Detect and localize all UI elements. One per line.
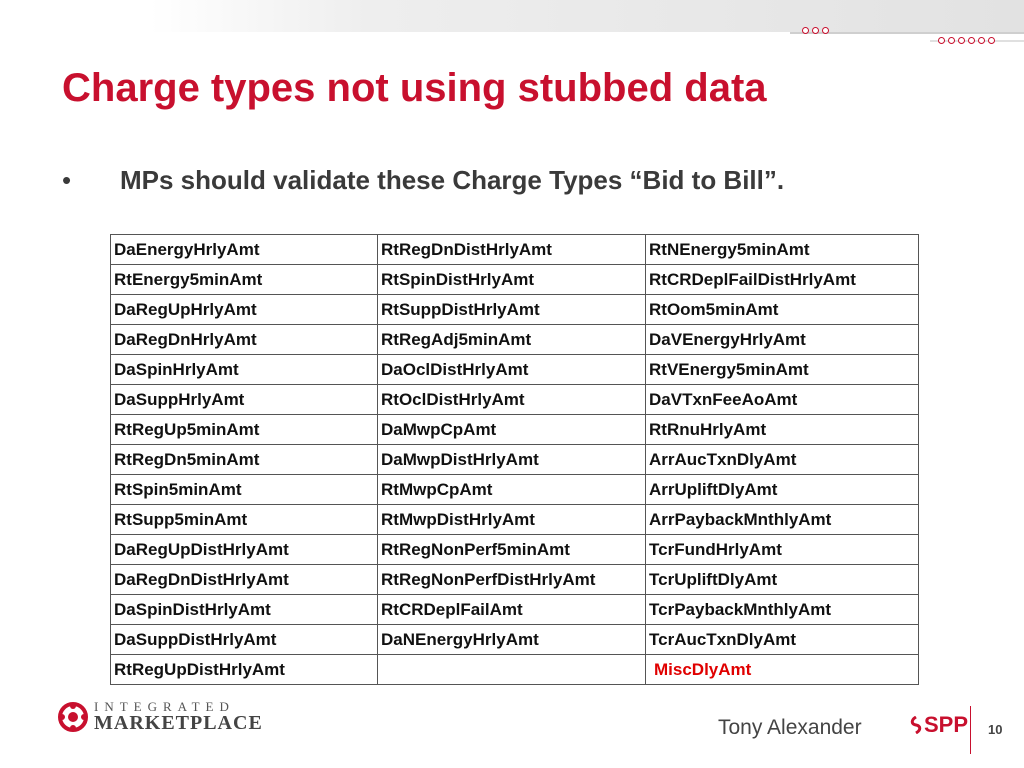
slide-title: Charge types not using stubbed data — [62, 66, 767, 110]
spp-logo — [908, 712, 968, 738]
table-row — [111, 565, 919, 595]
table-cell: RtSuppDistHrlyAmt — [378, 295, 646, 325]
table-cell: ArrPaybackMnthlyAmt — [646, 505, 919, 535]
table-row — [111, 595, 919, 625]
table-cell: RtMwpCpAmt — [378, 475, 646, 505]
table-cell: DaRegDnHrlyAmt — [111, 325, 378, 355]
table-cell: ArrAucTxnDlyAmt — [646, 445, 919, 475]
table-cell: DaMwpDistHrlyAmt — [378, 445, 646, 475]
table-cell: RtOom5minAmt — [646, 295, 919, 325]
table-cell: DaRegUpDistHrlyAmt — [111, 535, 378, 565]
logo-text-bottom: MARKETPLACE — [94, 712, 263, 734]
table-cell: DaSuppHrlyAmt — [111, 385, 378, 415]
table-row — [111, 475, 919, 505]
bullet-icon: • — [62, 165, 72, 195]
bullet-text: MPs should validate these Charge Types “Bid to Bill”. — [120, 165, 785, 195]
table-cell: DaNEnergyHrlyAmt — [378, 625, 646, 655]
table-row — [111, 355, 919, 385]
table-row — [111, 265, 919, 295]
decorative-dots-icon — [802, 27, 829, 34]
table-cell: DaOclDistHrlyAmt — [378, 355, 646, 385]
table-cell: DaVTxnFeeAoAmt — [646, 385, 919, 415]
table-row — [111, 505, 919, 535]
table-cell: RtSupp5minAmt — [111, 505, 378, 535]
table-row — [111, 325, 919, 355]
table-cell: ArrUpliftDlyAmt — [646, 475, 919, 505]
table-cell: RtRegDnDistHrlyAmt — [378, 235, 646, 265]
table-cell: RtRegUpDistHrlyAmt — [111, 655, 378, 685]
table-cell: TcrFundHrlyAmt — [646, 535, 919, 565]
table-cell: RtRegNonPerfDistHrlyAmt — [378, 565, 646, 595]
logo-text-top: INTEGRATED — [94, 699, 235, 714]
table-row — [111, 535, 919, 565]
integrated-marketplace-logo — [58, 700, 263, 733]
table-row — [111, 385, 919, 415]
presenter-name: Tony Alexander — [718, 716, 862, 739]
table-cell: RtCRDeplFailAmt — [378, 595, 646, 625]
table-cell: RtRegNonPerf5minAmt — [378, 535, 646, 565]
footer-divider — [970, 706, 971, 754]
table-row — [111, 445, 919, 475]
spp-logo-icon — [908, 716, 924, 734]
decorative-dots-icon — [938, 37, 995, 44]
table-row — [111, 415, 919, 445]
table-cell: TcrUpliftDlyAmt — [646, 565, 919, 595]
table-cell: RtRegUp5minAmt — [111, 415, 378, 445]
table-cell: DaSpinHrlyAmt — [111, 355, 378, 385]
table-row — [111, 625, 919, 655]
table-cell: RtVEnergy5minAmt — [646, 355, 919, 385]
table-row — [111, 655, 919, 685]
table-cell: RtRnuHrlyAmt — [646, 415, 919, 445]
table-cell: RtSpinDistHrlyAmt — [378, 265, 646, 295]
table-cell: DaEnergyHrlyAmt — [111, 235, 378, 265]
table-cell — [378, 655, 646, 685]
table-cell: RtEnergy5minAmt — [111, 265, 378, 295]
table-cell: DaSuppDistHrlyAmt — [111, 625, 378, 655]
table-cell: TcrPaybackMnthlyAmt — [646, 595, 919, 625]
table-cell: DaMwpCpAmt — [378, 415, 646, 445]
table-cell: RtRegAdj5minAmt — [378, 325, 646, 355]
table-cell: DaVEnergyHrlyAmt — [646, 325, 919, 355]
table-cell: RtMwpDistHrlyAmt — [378, 505, 646, 535]
table-cell: DaRegUpHrlyAmt — [111, 295, 378, 325]
table-row — [111, 295, 919, 325]
top-decorative-band — [150, 0, 1024, 32]
table-cell: RtRegDn5minAmt — [111, 445, 378, 475]
page-number: 10 — [988, 722, 1003, 737]
table-cell: RtNEnergy5minAmt — [646, 235, 919, 265]
table-cell: TcrAucTxnDlyAmt — [646, 625, 919, 655]
table-cell: RtSpin5minAmt — [111, 475, 378, 505]
integrated-marketplace-logo-icon — [58, 702, 88, 732]
spp-logo-text: SPP — [924, 712, 969, 737]
table-cell: MiscDlyAmt — [646, 655, 919, 685]
table-cell: RtCRDeplFailDistHrlyAmt — [646, 265, 919, 295]
table-cell: DaRegDnDistHrlyAmt — [111, 565, 378, 595]
table-cell: RtOclDistHrlyAmt — [378, 385, 646, 415]
bullet-item — [62, 165, 784, 196]
table-cell: DaSpinDistHrlyAmt — [111, 595, 378, 625]
charge-types-table — [110, 234, 919, 685]
table-row — [111, 235, 919, 265]
